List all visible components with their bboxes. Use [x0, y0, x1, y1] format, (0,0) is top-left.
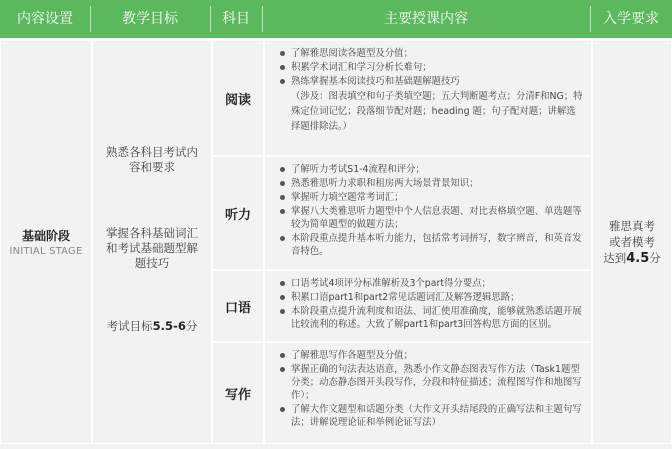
- requirement-line2: 或者模考: [609, 234, 655, 249]
- requirement-cell: [592, 40, 672, 444]
- subject-writing: 写作: [212, 342, 264, 444]
- list-item: 本阶段重点提升流利度和语法、词汇使用准确度，能够就熟悉话题开展比较流利的称述。大致了解part1和part3回答构思方面的区别。: [279, 305, 583, 331]
- goal-cell: [92, 40, 212, 444]
- goal-master-basics: 掌握各科基础词汇和考试基础题型解题技巧: [106, 226, 198, 270]
- list-item: 口语考试4项评分标准解析及3个part得分要点；: [279, 277, 583, 290]
- list-item: 积累口语part1和part2常见话题词汇及解答逻辑思路；: [279, 291, 583, 304]
- list-item: 熟悉雅思听力求职和租房两大场景背景知识；: [279, 177, 583, 190]
- content-reading: [264, 40, 592, 156]
- content-listening: [264, 156, 592, 270]
- stage-name: 基础阶段: [21, 229, 70, 243]
- table-header: [0, 0, 672, 38]
- list-item: 掌握听力填空题常考词汇；: [279, 191, 583, 204]
- list-item: 积累学术词汇和学习分析长难句；: [279, 61, 583, 74]
- header-requirement: 入学要求: [603, 11, 659, 27]
- reading-note: （涉及：图表填空和句子类填空题；五大判断题考点；分清F和NG；特殊定位词记忆；段落细节配对题；heading 题；句子配对题；讲解选择题排除法。）: [291, 91, 583, 132]
- bottom-strip: [0, 444, 672, 449]
- header-content-setting: 内容设置: [17, 11, 73, 27]
- header-subject: 科目: [222, 11, 250, 27]
- list-item: 本阶段重点提升基本听力能力，包括常考词拼写，数字辨音，和英音发音特色。: [279, 232, 583, 258]
- header-main-content: 主要授课内容: [384, 11, 468, 27]
- subject-listening: 听力: [212, 156, 264, 270]
- requirement-score: 达到4.5分: [603, 250, 661, 266]
- goal-familiarize: 熟悉各科目考试内容和要求: [106, 145, 198, 174]
- list-item: 了解雅思写作各题型及分值；: [279, 349, 583, 362]
- list-item: 熟练掌握基本阅读技巧和基础题解题技巧: [279, 75, 583, 88]
- subject-reading: 阅读: [212, 40, 264, 156]
- list-item: 了解雅思阅读各题型及分值；: [279, 47, 583, 60]
- stage-name-en: INITIAL STAGE: [9, 246, 83, 257]
- stage-cell: [0, 40, 92, 444]
- content-speaking: [264, 270, 592, 342]
- subject-speaking: 口语: [212, 270, 264, 342]
- list-item: 了解听力考试S1-4流程和评分；: [279, 163, 583, 176]
- list-item: 了解大作文题型和话题分类（大作文开头结尾段的正确写法和主题句写法；讲解说理论证和举例论证写法）: [279, 403, 583, 429]
- requirement-line1: 雅思真考: [609, 218, 655, 233]
- content-writing: [264, 342, 592, 444]
- goal-target-score: 考试目标5.5-6分: [106, 319, 198, 333]
- list-item: 掌握八大类雅思听力题型中个人信息表题、对比表格填空题、单选题等较为简单题型的做题方法；: [279, 205, 583, 231]
- list-item: 掌握正确的句法表达语意，熟悉小作文静态图表写作方法（Task1题型分类；动态静态图开头段写作，分段和特征描述；流程图写作和地图写作）；: [279, 363, 583, 402]
- header-teaching-goal: 教学目标: [122, 11, 178, 27]
